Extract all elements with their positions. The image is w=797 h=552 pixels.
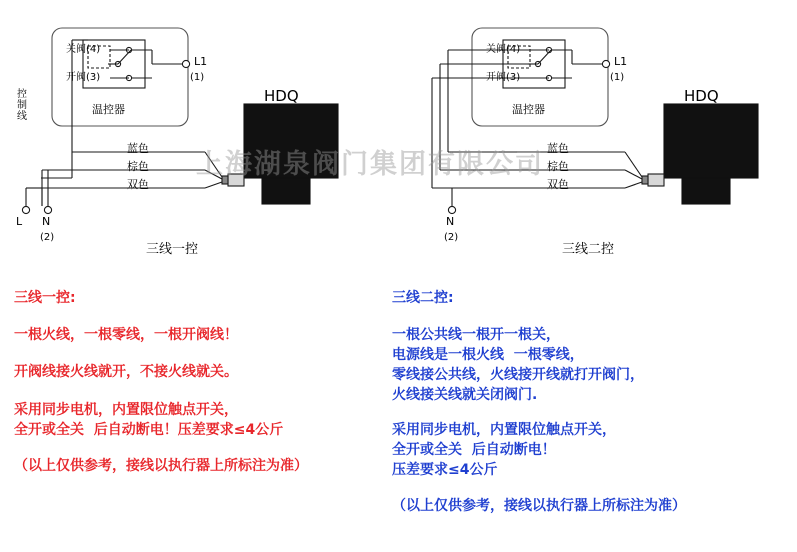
notes-left-line-4: 全开或全关 后自动断电！压差要求≤4公斤 [14, 422, 284, 438]
left-power-l-label: L [16, 215, 23, 228]
right-wire-dual-label: 双色 [547, 178, 569, 191]
right-open-valve-label: 开阀(3) [486, 72, 521, 83]
notes-right-line-2: 电源线是一根火线 一根零线， [392, 347, 584, 363]
right-power-n-label: N [446, 215, 455, 228]
right-power-n-number: (2) [444, 232, 459, 243]
watermark-text: 上海湖泉阀门集团有限公司 [196, 149, 544, 180]
left-diagram-caption: 三线一控 [146, 242, 199, 257]
left-l1-label: L1 [194, 55, 208, 68]
right-l1-number: (1) [610, 72, 625, 83]
notes-left-title: 三线一控: [14, 290, 76, 306]
left-power-n-number: (2) [40, 232, 55, 243]
notes-right-line-5: 采用同步电机，内置限位触点开关， [392, 422, 616, 438]
left-wire-blue-label: 蓝色 [127, 142, 149, 155]
right-actuator-label: HDQ [684, 87, 719, 105]
left-open-valve-label: 开阀(3) [66, 72, 101, 83]
left-wire-brown-label: 棕色 [127, 160, 149, 173]
notes-left-line-5: （以上仅供参考，接线以执行器上所标注为准） [14, 458, 308, 474]
right-close-valve-label: 关阀(4) [486, 44, 521, 55]
right-l1-label: L1 [614, 55, 628, 68]
left-actuator-label: HDQ [264, 87, 299, 105]
notes-left-line-2: 开阀线接火线就开，不接火线就关。 [14, 364, 238, 380]
notes-right-line-8: （以上仅供参考，接线以执行器上所标注为准） [392, 498, 686, 514]
left-l1-number: (1) [190, 72, 205, 83]
right-diagram-caption: 三线二控 [562, 242, 615, 257]
right-controller-label: 温控器 [512, 103, 545, 116]
left-control-line-label: 控制线 [14, 88, 26, 121]
notes-right-title: 三线二控: [392, 290, 454, 306]
notes-right-line-7: 压差要求≤4公斤 [392, 462, 498, 478]
notes-left-line-1: 一根火线，一根零线，一根开阀线！ [14, 327, 238, 343]
notes-right-line-3: 零线接公共线，火线接开线就打开阀门， [392, 367, 644, 383]
left-wire-dual-label: 双色 [127, 178, 149, 191]
left-power-n-label: N [42, 215, 51, 228]
left-controller-label: 温控器 [92, 103, 125, 116]
right-wire-blue-label: 蓝色 [547, 142, 569, 155]
notes-right-line-4: 火线接关线就关闭阀门. [392, 387, 538, 403]
right-wire-brown-label: 棕色 [547, 160, 569, 173]
left-close-valve-label: 关阀(4) [66, 44, 101, 55]
notes-left-line-3: 采用同步电机，内置限位触点开关， [14, 402, 238, 418]
notes-right-line-1: 一根公共线一根开一根关， [392, 327, 560, 343]
notes-right-line-6: 全开或全关 后自动断电！ [392, 442, 556, 458]
